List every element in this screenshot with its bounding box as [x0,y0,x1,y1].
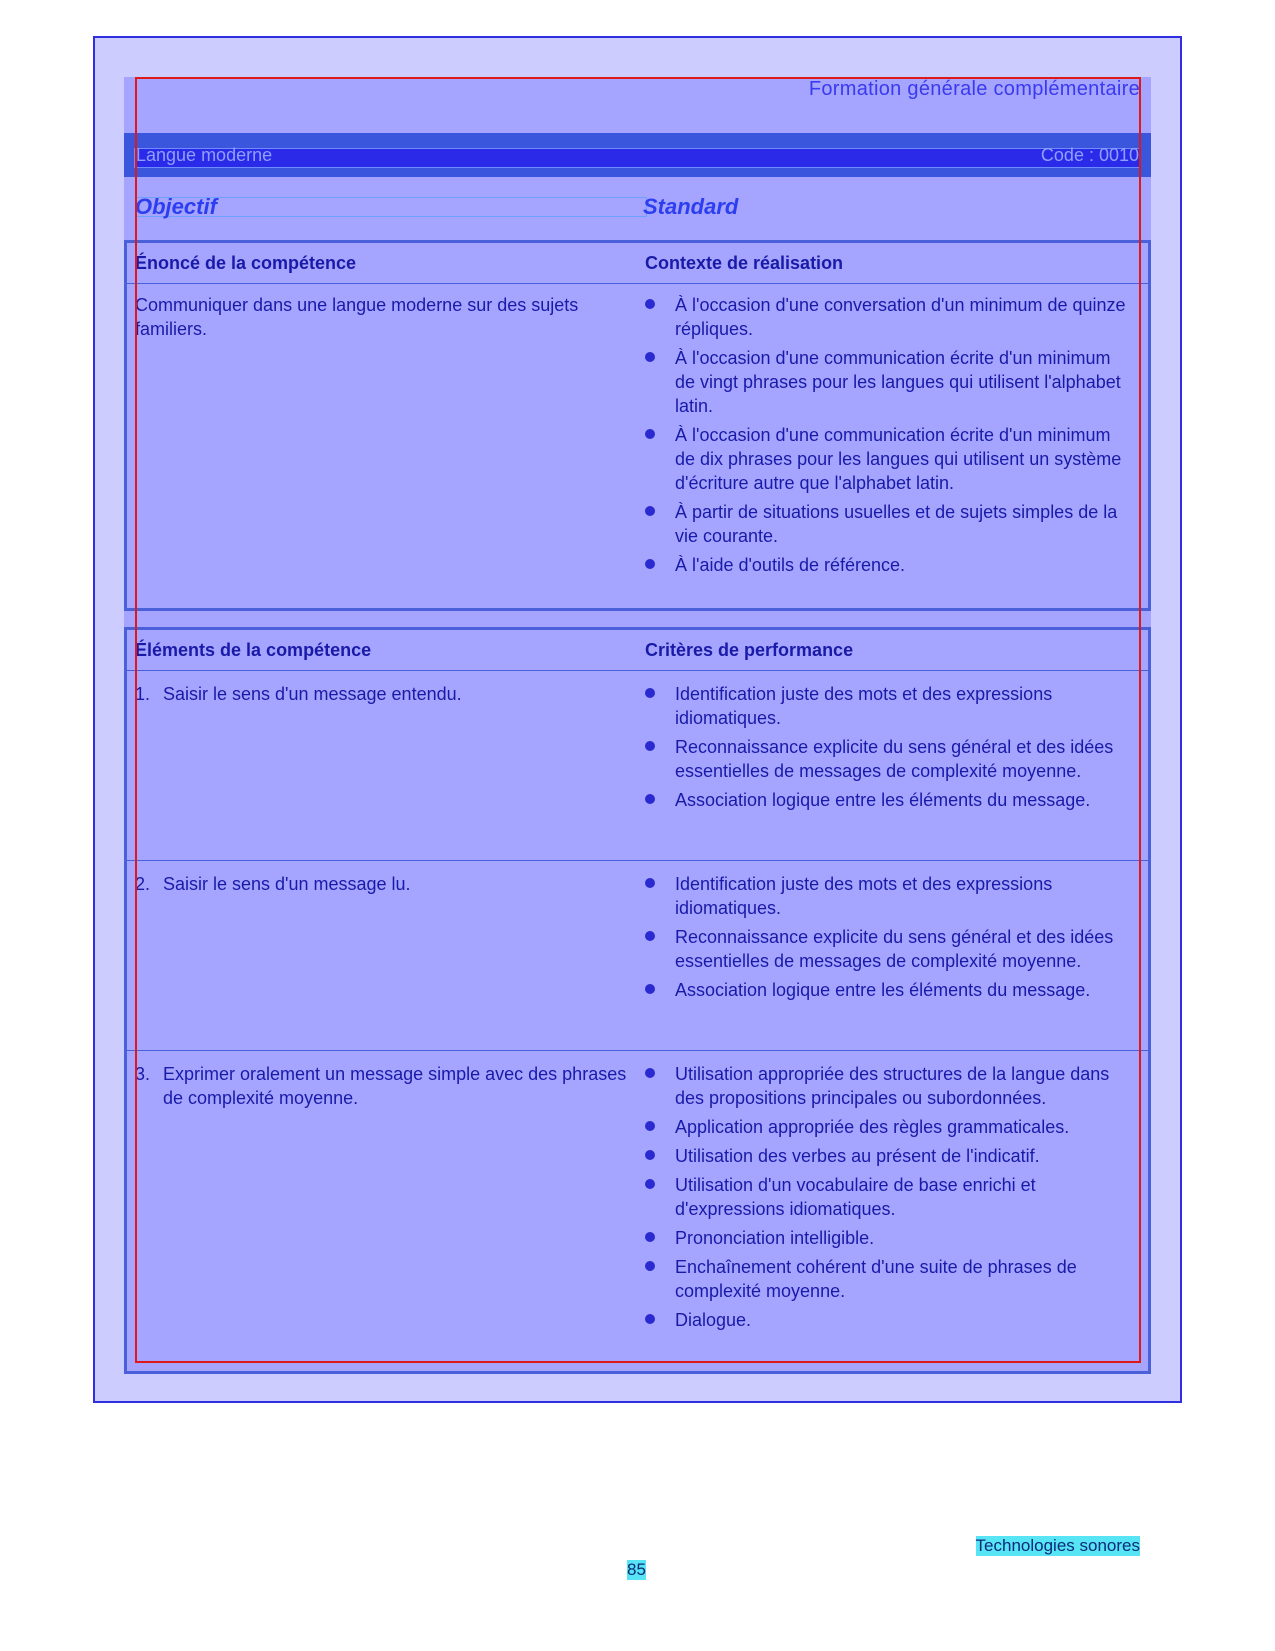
criteria-list [645,1062,1135,1337]
element-number: 3. [135,1064,151,1084]
list-item [645,978,1135,1002]
row-divider [127,1050,1148,1051]
list-item-text: Application appropriée des règles grammaticales. [675,1117,1070,1137]
list-item-text: À l'occasion d'une conversation d'un minimum de quinze répliques. [675,295,1126,339]
criteria-list [645,872,1135,1007]
list-item [645,925,1135,973]
element-number: 2. [135,874,151,894]
list-item [645,1062,1135,1110]
list-item-text: Dialogue. [675,1310,752,1330]
element-label: Saisir le sens d'un message entendu. [163,684,462,704]
course-name: Langue moderne [136,145,273,165]
list-item [645,735,1135,783]
course-bar [124,133,1151,177]
list-item-text: Identification juste des mots et des expressions idiomatiques. [675,874,1053,918]
list-item-text: Enchaînement cohérent d'une suite de phrases de complexité moyenne. [675,1257,1077,1301]
row-divider [127,860,1148,861]
bullet-icon [645,1068,655,1078]
bullet-icon [645,1121,655,1131]
list-item-text: Reconnaissance explicite du sens général et des idées essentielles de messages de complexité moyenne. [675,927,1114,971]
program-title: Formation générale complémentaire [808,78,1140,100]
list-item [645,1173,1135,1221]
criteria-list [645,682,1135,817]
page-number: 85 [627,1560,646,1579]
list-item [645,872,1135,920]
footer-program: Technologies sonores [975,1536,1140,1555]
list-item [645,293,1135,341]
element-number: 1. [135,684,151,704]
list-item [645,423,1135,495]
bullet-icon [645,352,655,362]
course-code: Code : 0010 [1040,145,1139,165]
list-item [645,788,1135,812]
bullet-icon [645,299,655,309]
bullet-icon [645,1232,655,1242]
element-text [135,682,638,706]
element-label: Saisir le sens d'un message lu. [163,874,411,894]
list-item-text: Association logique entre les éléments du message. [675,980,1091,1000]
bullet-icon [645,429,655,439]
list-item [645,1226,1135,1250]
bullet-icon [645,1150,655,1160]
competence-table [124,240,1151,611]
list-item-text: Utilisation des verbes au présent de l'indicatif. [675,1146,1040,1166]
list-item [645,1255,1135,1303]
element-text [135,872,638,896]
list-item [645,1308,1135,1332]
contexte-list [645,293,1135,582]
list-item-text: Utilisation d'un vocabulaire de base enrichi et d'expressions idiomatiques. [675,1175,1036,1219]
list-item [645,553,1135,577]
list-item [645,1144,1135,1168]
contexte-header: Contexte de réalisation [645,253,844,273]
bullet-icon [645,794,655,804]
list-item-text: Identification juste des mots et des expressions idiomatiques. [675,684,1053,728]
bullet-icon [645,1314,655,1324]
bullet-icon [645,931,655,941]
list-item [645,1115,1135,1139]
element-label: Exprimer oralement un message simple avec des phrases de complexité moyenne. [163,1064,627,1108]
list-item-text: Utilisation appropriée des structures de la langue dans des propositions principales ou subordonnées. [675,1064,1110,1108]
list-item [645,682,1135,730]
bullet-icon [645,878,655,888]
bullet-icon [645,506,655,516]
enonce-header: Énoncé de la compétence [135,253,357,273]
list-item-text: À l'occasion d'une communication écrite d'un minimum de dix phrases pour les langues qui utilisent un système d'écriture autre que l'alphabet latin. [675,425,1122,493]
objectif-heading: Objectif [135,194,217,219]
bullet-icon [645,559,655,569]
elements-header: Éléments de la compétence [135,640,372,660]
table1-header-row [127,243,1148,284]
element-text [135,1062,638,1110]
elements-table [124,627,1151,1374]
enonce-text: Communiquer dans une langue moderne sur des sujets familiers. [135,295,579,339]
course-bar-inner [134,148,1141,168]
bullet-icon [645,1261,655,1271]
list-item-text: Prononciation intelligible. [675,1228,875,1248]
list-item [645,500,1135,548]
bullet-icon [645,984,655,994]
list-item-text: À partir de situations usuelles et de sujets simples de la vie courante. [675,502,1118,546]
list-item-text: Reconnaissance explicite du sens général et des idées essentielles de messages de complexité moyenne. [675,737,1114,781]
bullet-icon [645,688,655,698]
bullet-icon [645,741,655,751]
list-item-text: À l'occasion d'une communication écrite d'un minimum de vingt phrases pour les langues qui utilisent l'alphabet latin. [675,348,1121,416]
bullet-icon [645,1179,655,1189]
criteres-header: Critères de performance [645,640,854,660]
list-item-text: Association logique entre les éléments du message. [675,790,1091,810]
table2-header-row [127,630,1148,671]
list-item-text: À l'aide d'outils de référence. [675,555,906,575]
list-item [645,346,1135,418]
standard-heading: Standard [643,194,739,219]
